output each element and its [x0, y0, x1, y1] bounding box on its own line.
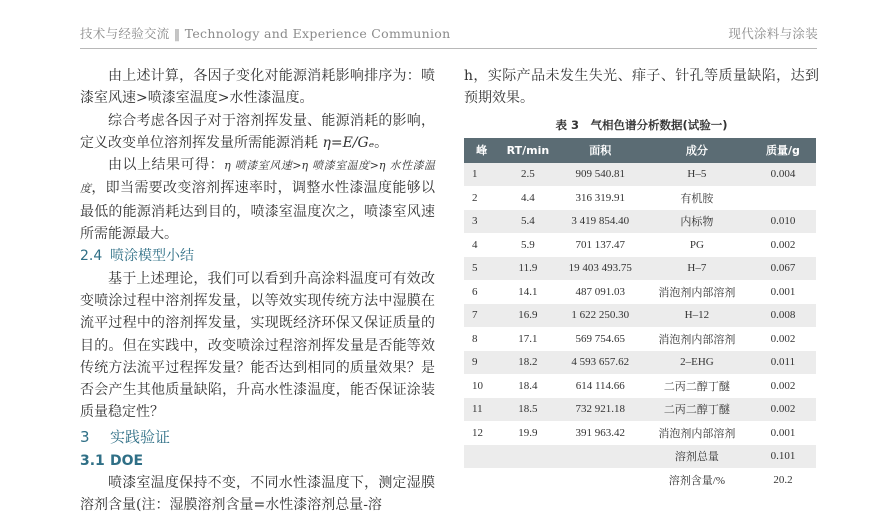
table-cell: H–12 — [644, 304, 750, 328]
table-cell: 19.9 — [499, 421, 556, 445]
definition-text: 综合考虑各因子对于溶剂挥发量、能源消耗的影响，定义改变单位溶剂挥发量所需能源消耗 — [80, 112, 435, 151]
table-cell: 17.1 — [499, 327, 556, 351]
table-cell: 2–EHG — [644, 351, 750, 375]
table-body — [464, 163, 816, 492]
table-cell: 0.004 — [750, 163, 816, 187]
table-cell: 3 419 854.40 — [557, 210, 644, 234]
table-cell: 732 921.18 — [557, 398, 644, 422]
paragraph-definition — [80, 110, 435, 155]
table-cell: 二丙二醇丁醚 — [644, 398, 750, 422]
table-cell: 316 319.91 — [557, 186, 644, 210]
table-cell: 0.001 — [750, 421, 816, 445]
table-cell: 909 540.81 — [557, 163, 644, 187]
table-cell: 18.4 — [499, 374, 556, 398]
section-3-1-heading — [80, 450, 435, 472]
table-cell: 消泡剂内部溶剂 — [644, 280, 750, 304]
table-cell: 19 403 493.75 — [557, 257, 644, 281]
table-cell: 18.2 — [499, 351, 556, 375]
table-cell: 二丙二醇丁醚 — [644, 374, 750, 398]
table-cell: 0.002 — [750, 327, 816, 351]
section-3-heading — [80, 424, 435, 450]
table-row — [464, 304, 816, 328]
table-cell: 0.067 — [750, 257, 816, 281]
table-cell: 7 — [464, 304, 499, 328]
table-cell: H–7 — [644, 257, 750, 281]
formula-eta-order: η 喷漆室风速>η 喷漆室温度>η 水性漆温度 — [80, 159, 436, 196]
table-cell: 6 — [464, 280, 499, 304]
table-cell: 有机胺 — [644, 186, 750, 210]
table-row — [464, 327, 816, 351]
table-row — [464, 421, 816, 445]
table-cell: 5 — [464, 257, 499, 281]
table-cell: 4 — [464, 233, 499, 257]
table-cell: 16.9 — [499, 304, 556, 328]
table-cell: 391 963.42 — [557, 421, 644, 445]
column-header: 峰 — [464, 138, 499, 163]
formula-eta: η=E/Gₑ — [322, 134, 375, 151]
paragraph-doe: 喷漆室温度保持不变，不同水性漆温度下，测定湿膜溶剂含量(注：湿膜溶剂含量=水性漆溶剂总量-溶 — [80, 475, 435, 514]
table-cell: 5.4 — [499, 210, 556, 234]
summary-row — [464, 445, 816, 469]
table-cell: 消泡剂内部溶剂 — [644, 327, 750, 351]
running-header-left: 技术与经验交流 ‖ Technology and Experience Communion — [80, 26, 451, 41]
column-header: RT/min — [499, 138, 556, 163]
table-cell: 0.002 — [750, 233, 816, 257]
summary-cell: 20.2 — [750, 468, 816, 492]
table-cell: 0.010 — [750, 210, 816, 234]
section-2-4-heading — [80, 245, 435, 267]
table-cell: 4.4 — [499, 186, 556, 210]
summary-cell: 溶剂含量/% — [644, 468, 750, 492]
table-row — [464, 398, 816, 422]
table-cell-blank — [464, 445, 644, 469]
left-column — [80, 65, 435, 517]
section-number: 3 — [80, 427, 90, 446]
table-cell: H–5 — [644, 163, 750, 187]
table-row — [464, 186, 816, 210]
table-cell: 2.5 — [499, 163, 556, 187]
header-divider — [80, 48, 817, 49]
table-row — [464, 233, 816, 257]
table-cell: 11.9 — [499, 257, 556, 281]
table-cell: 0.001 — [750, 280, 816, 304]
table-cell: 569 754.65 — [557, 327, 644, 351]
result-lead: 由以上结果可得： — [108, 157, 225, 174]
table-caption: 表 3 气相色谱分析数据(试验一) — [555, 117, 728, 132]
table-cell: 内标物 — [644, 210, 750, 234]
running-header-right: 现代涂料与涂装 — [728, 26, 818, 41]
section-title: DOE — [110, 452, 144, 469]
right-column — [464, 65, 819, 492]
table-cell: 0.002 — [750, 374, 816, 398]
table-cell: PG — [644, 233, 750, 257]
table-row — [464, 163, 816, 187]
table-cell: 8 — [464, 327, 499, 351]
table-cell: 11 — [464, 398, 499, 422]
column-header: 质量/g — [750, 138, 816, 163]
table-cell: 0.008 — [750, 304, 816, 328]
section-number: 3.1 — [80, 452, 105, 469]
definition-end: 。 — [374, 134, 389, 151]
table-cell: 1 622 250.30 — [557, 304, 644, 328]
table-cell: 12 — [464, 421, 499, 445]
section-title: 喷涂模型小结 — [110, 248, 194, 265]
table-cell: 18.5 — [499, 398, 556, 422]
table-cell: 614 114.66 — [557, 374, 644, 398]
paragraph-continued: h，实际产品未发生失光、痱子、针孔等质量缺陷，达到预期效果。 — [464, 68, 819, 107]
table-cell: 5.9 — [499, 233, 556, 257]
table-cell: 0.002 — [750, 398, 816, 422]
gc-data-table — [464, 138, 816, 492]
section-number: 2.4 — [80, 248, 103, 265]
table-cell: 14.1 — [499, 280, 556, 304]
paragraph-energy-ranking: 由上述计算，各因子变化对能源消耗影响排序为：喷漆室风速>喷漆室温度>水性漆温度。 — [80, 68, 435, 107]
table-header-row — [464, 138, 816, 163]
table-row — [464, 374, 816, 398]
table-row — [464, 280, 816, 304]
section-title: 实践验证 — [110, 427, 171, 446]
table-cell: 4 593 657.62 — [557, 351, 644, 375]
table-row — [464, 351, 816, 375]
paragraph-summary: 基于上述理论，我们可以看到升高涂料温度可有效改变喷涂过程中溶剂挥发量，以等效实现传统方法中湿膜在流平过程中的溶剂挥发量，实现既经济环保又保证质量的目的。但在实践中，改变喷涂过程溶剂挥发量是否能等效传统方法流平过程挥发量？能否达到相同的质量效果？是否会产生其他质量缺陷，升高水性漆温度，能否保证涂装质量稳定性？ — [80, 270, 435, 421]
table-cell: 9 — [464, 351, 499, 375]
table-cell: 1 — [464, 163, 499, 187]
table-cell: 701 137.47 — [557, 233, 644, 257]
paragraph-result — [80, 154, 435, 245]
column-header: 成分 — [644, 138, 750, 163]
table-row — [464, 257, 816, 281]
summary-cell: 0.101 — [750, 445, 816, 469]
table-cell — [750, 186, 816, 210]
table-cell: 消泡剂内部溶剂 — [644, 421, 750, 445]
column-header: 面积 — [557, 138, 644, 163]
table-cell: 3 — [464, 210, 499, 234]
summary-row — [464, 468, 816, 492]
table-cell: 2 — [464, 186, 499, 210]
table-cell-blank — [464, 468, 644, 492]
result-rest: ，即当需要改变溶剂挥速率时，调整水性漆温度能够以最低的能源消耗达到目的，喷漆室温度次之，喷漆室风速所需能源最大。 — [80, 180, 436, 243]
table-cell: 0.011 — [750, 351, 816, 375]
table-cell: 10 — [464, 374, 499, 398]
table-cell: 487 091.03 — [557, 280, 644, 304]
summary-cell: 溶剂总量 — [644, 445, 750, 469]
table-row — [464, 210, 816, 234]
